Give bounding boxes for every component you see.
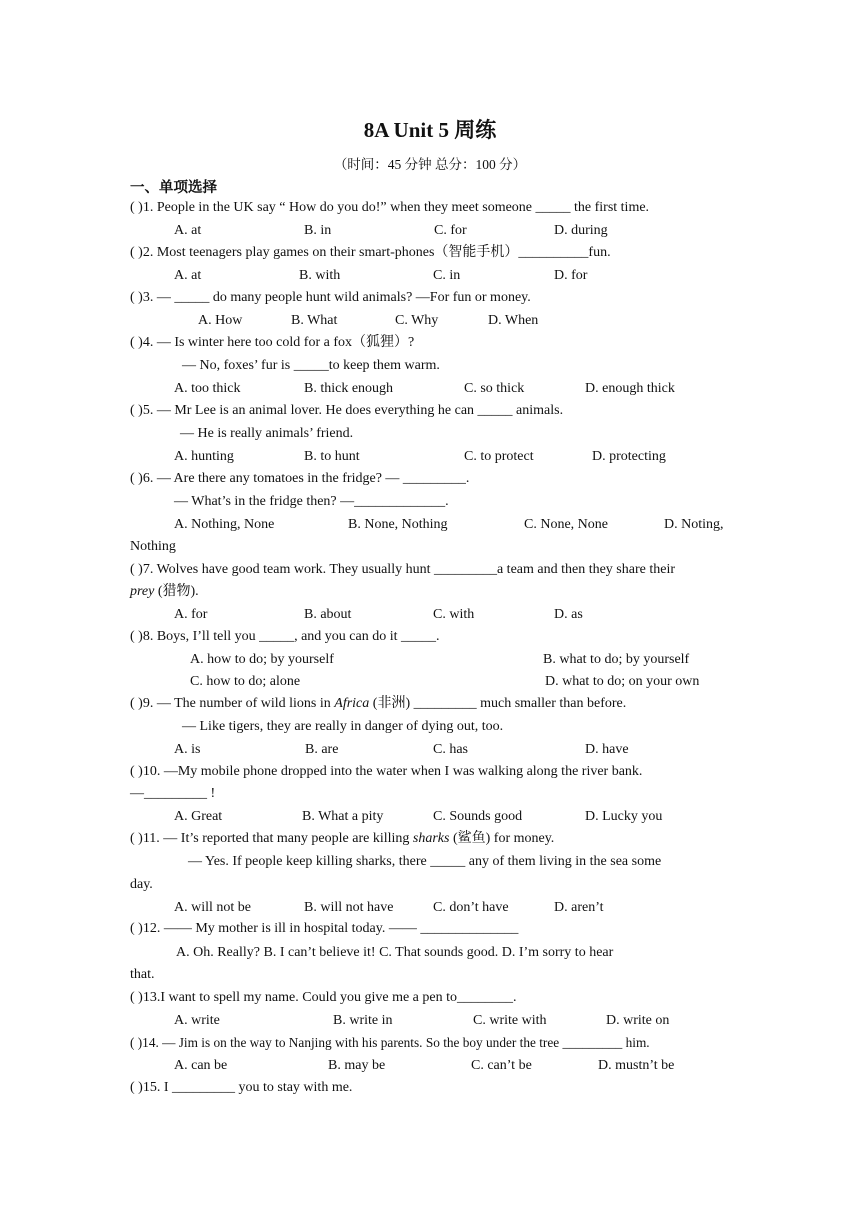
q7-option-a: A. for <box>174 607 208 622</box>
q14-option-b: B. may be <box>328 1058 386 1073</box>
q6-option-c: C. None, None <box>524 517 608 532</box>
question-12: ( )12. —— My mother is ill in hospital today. —— ______________ <box>130 921 519 936</box>
q8-option-b: B. what to do; by yourself <box>543 652 690 667</box>
q10-option-a: A. Great <box>174 809 223 824</box>
q2-option-b: B. with <box>299 268 341 283</box>
q3-option-c: C. Why <box>395 313 439 328</box>
question-10: ( )10. —My mobile phone dropped into the water when I was walking along the river bank. <box>130 764 643 779</box>
q7-option-d: D. as <box>554 607 583 622</box>
q3-option-d: D. When <box>488 313 539 328</box>
q4-option-c: C. so thick <box>464 381 525 396</box>
q3-option-a: A. How <box>198 313 243 328</box>
question-7-wrap <box>130 583 199 601</box>
prey-gloss: (猎物). <box>154 584 199 599</box>
q10-option-d: D. Lucky you <box>585 809 663 824</box>
time-score-info: （时间：45 分钟 总分：100 分） <box>333 157 527 172</box>
q1-option-a: A. at <box>174 223 202 238</box>
q12-options-wrap: that. <box>130 967 155 982</box>
q5-option-d: D. protecting <box>592 449 666 464</box>
q2-option-a: A. at <box>174 268 202 283</box>
q1-option-d: D. during <box>554 223 608 238</box>
q8-option-d: D. what to do; on your own <box>545 674 700 689</box>
q1-option-b: B. in <box>304 223 332 238</box>
q6-option-d-wrap: Nothing <box>130 539 176 554</box>
question-5: ( )5. — Mr Lee is an animal lover. He does everything he can _____ animals. <box>130 403 564 418</box>
question-2: ( )2. Most teenagers play games on their smart-phones（智能手机）__________fun. <box>130 245 611 260</box>
q9-option-b: B. are <box>305 742 339 757</box>
question-11-wrap: day. <box>130 877 153 892</box>
q7-option-b: B. about <box>304 607 352 622</box>
q14-option-d: D. mustn’t be <box>598 1058 675 1073</box>
q6-option-d: D. Noting, <box>664 517 724 532</box>
q4-option-d: D. enough thick <box>585 381 675 396</box>
question-6: ( )6. — Are there any tomatoes in the fridge? — _________. <box>130 471 470 486</box>
q5-option-a: A. hunting <box>174 449 234 464</box>
q9-option-c: C. has <box>433 742 468 757</box>
question-14: ( )14. — Jim is on the way to Nanjing with his parents. So the boy under the tree _________ him. <box>130 1035 650 1050</box>
q13-option-a: A. write <box>174 1013 220 1028</box>
question-8: ( )8. Boys, I’ll tell you _____, and you can do it _____. <box>130 629 440 644</box>
q11-option-a: A. will not be <box>174 900 251 915</box>
page-title: 8A Unit 5 周练 <box>363 118 497 142</box>
q4-option-b: B. thick enough <box>304 381 394 396</box>
q1-option-c: C. for <box>434 223 467 238</box>
africa-word: Africa <box>334 696 370 711</box>
q13-option-b: B. write in <box>333 1013 393 1028</box>
q8-option-c: C. how to do; alone <box>190 674 301 689</box>
q14-option-c: C. can’t be <box>471 1058 532 1073</box>
sharks-word: sharks <box>412 831 450 846</box>
section-heading: 一、单项选择 <box>130 180 217 196</box>
question-9-response: — Like tigers, they are really in danger of dying out, too. <box>182 719 504 734</box>
question-11 <box>130 830 554 848</box>
question-4-response: — No, foxes’ fur is _____to keep them warm. <box>182 358 440 373</box>
q11-option-c: C. don’t have <box>433 900 509 915</box>
q9-stem-start: ( )9. — The number of wild lions in <box>130 696 335 711</box>
q12-options: A. Oh. Really? B. I can’t believe it! C. That sounds good. D. I’m sorry to hear <box>176 945 614 960</box>
prey-word: prey <box>130 584 155 599</box>
question-7: ( )7. Wolves have good team work. They usually hunt _________a team and then they share their <box>130 562 676 577</box>
q13-option-d: D. write on <box>606 1013 670 1028</box>
q9-option-d: D. have <box>585 742 629 757</box>
question-6-followup: — What’s in the fridge then? —_____________. <box>174 494 449 509</box>
question-15: ( )15. I _________ you to stay with me. <box>130 1080 353 1095</box>
q13-option-c: C. write with <box>473 1013 547 1028</box>
question-11-response: — Yes. If people keep killing sharks, there _____ any of them living in the sea some <box>188 854 662 869</box>
q9-stem-end: (非洲) _________ much smaller than before. <box>369 696 627 711</box>
question-4: ( )4. — Is winter here too cold for a fox（狐狸）? <box>130 335 415 350</box>
q11-option-d: D. aren’t <box>554 900 604 915</box>
q11-stem-start: ( )11. — It’s reported that many people are killing <box>130 831 413 846</box>
question-9 <box>130 695 626 713</box>
q14-option-a: A. can be <box>174 1058 228 1073</box>
q11-stem-end: (鲨鱼) for money. <box>449 831 555 846</box>
q6-option-b: B. None, Nothing <box>348 517 448 532</box>
q10-option-b: B. What a pity <box>302 809 384 824</box>
question-13: ( )13.I want to spell my name. Could you give me a pen to________. <box>130 990 517 1005</box>
q3-option-b: B. What <box>291 313 338 328</box>
q5-option-b: B. to hunt <box>304 449 360 464</box>
q4-option-a: A. too thick <box>174 381 241 396</box>
q2-option-d: D. for <box>554 268 588 283</box>
q5-option-c: C. to protect <box>464 449 534 464</box>
question-1: ( )1. People in the UK say “ How do you do!” when they meet someone _____ the first time. <box>130 200 650 215</box>
question-3: ( )3. — _____ do many people hunt wild animals? —For fun or money. <box>130 290 531 305</box>
q2-option-c: C. in <box>433 268 461 283</box>
question-10-wrap: —_________ ! <box>130 786 216 801</box>
q8-option-a: A. how to do; by yourself <box>190 652 334 667</box>
q7-option-c: C. with <box>433 607 475 622</box>
q11-option-b: B. will not have <box>304 900 394 915</box>
question-5-response: — He is really animals’ friend. <box>180 426 354 441</box>
q6-option-a: A. Nothing, None <box>174 517 275 532</box>
q10-option-c: C. Sounds good <box>433 809 523 824</box>
q9-option-a: A. is <box>174 742 201 757</box>
